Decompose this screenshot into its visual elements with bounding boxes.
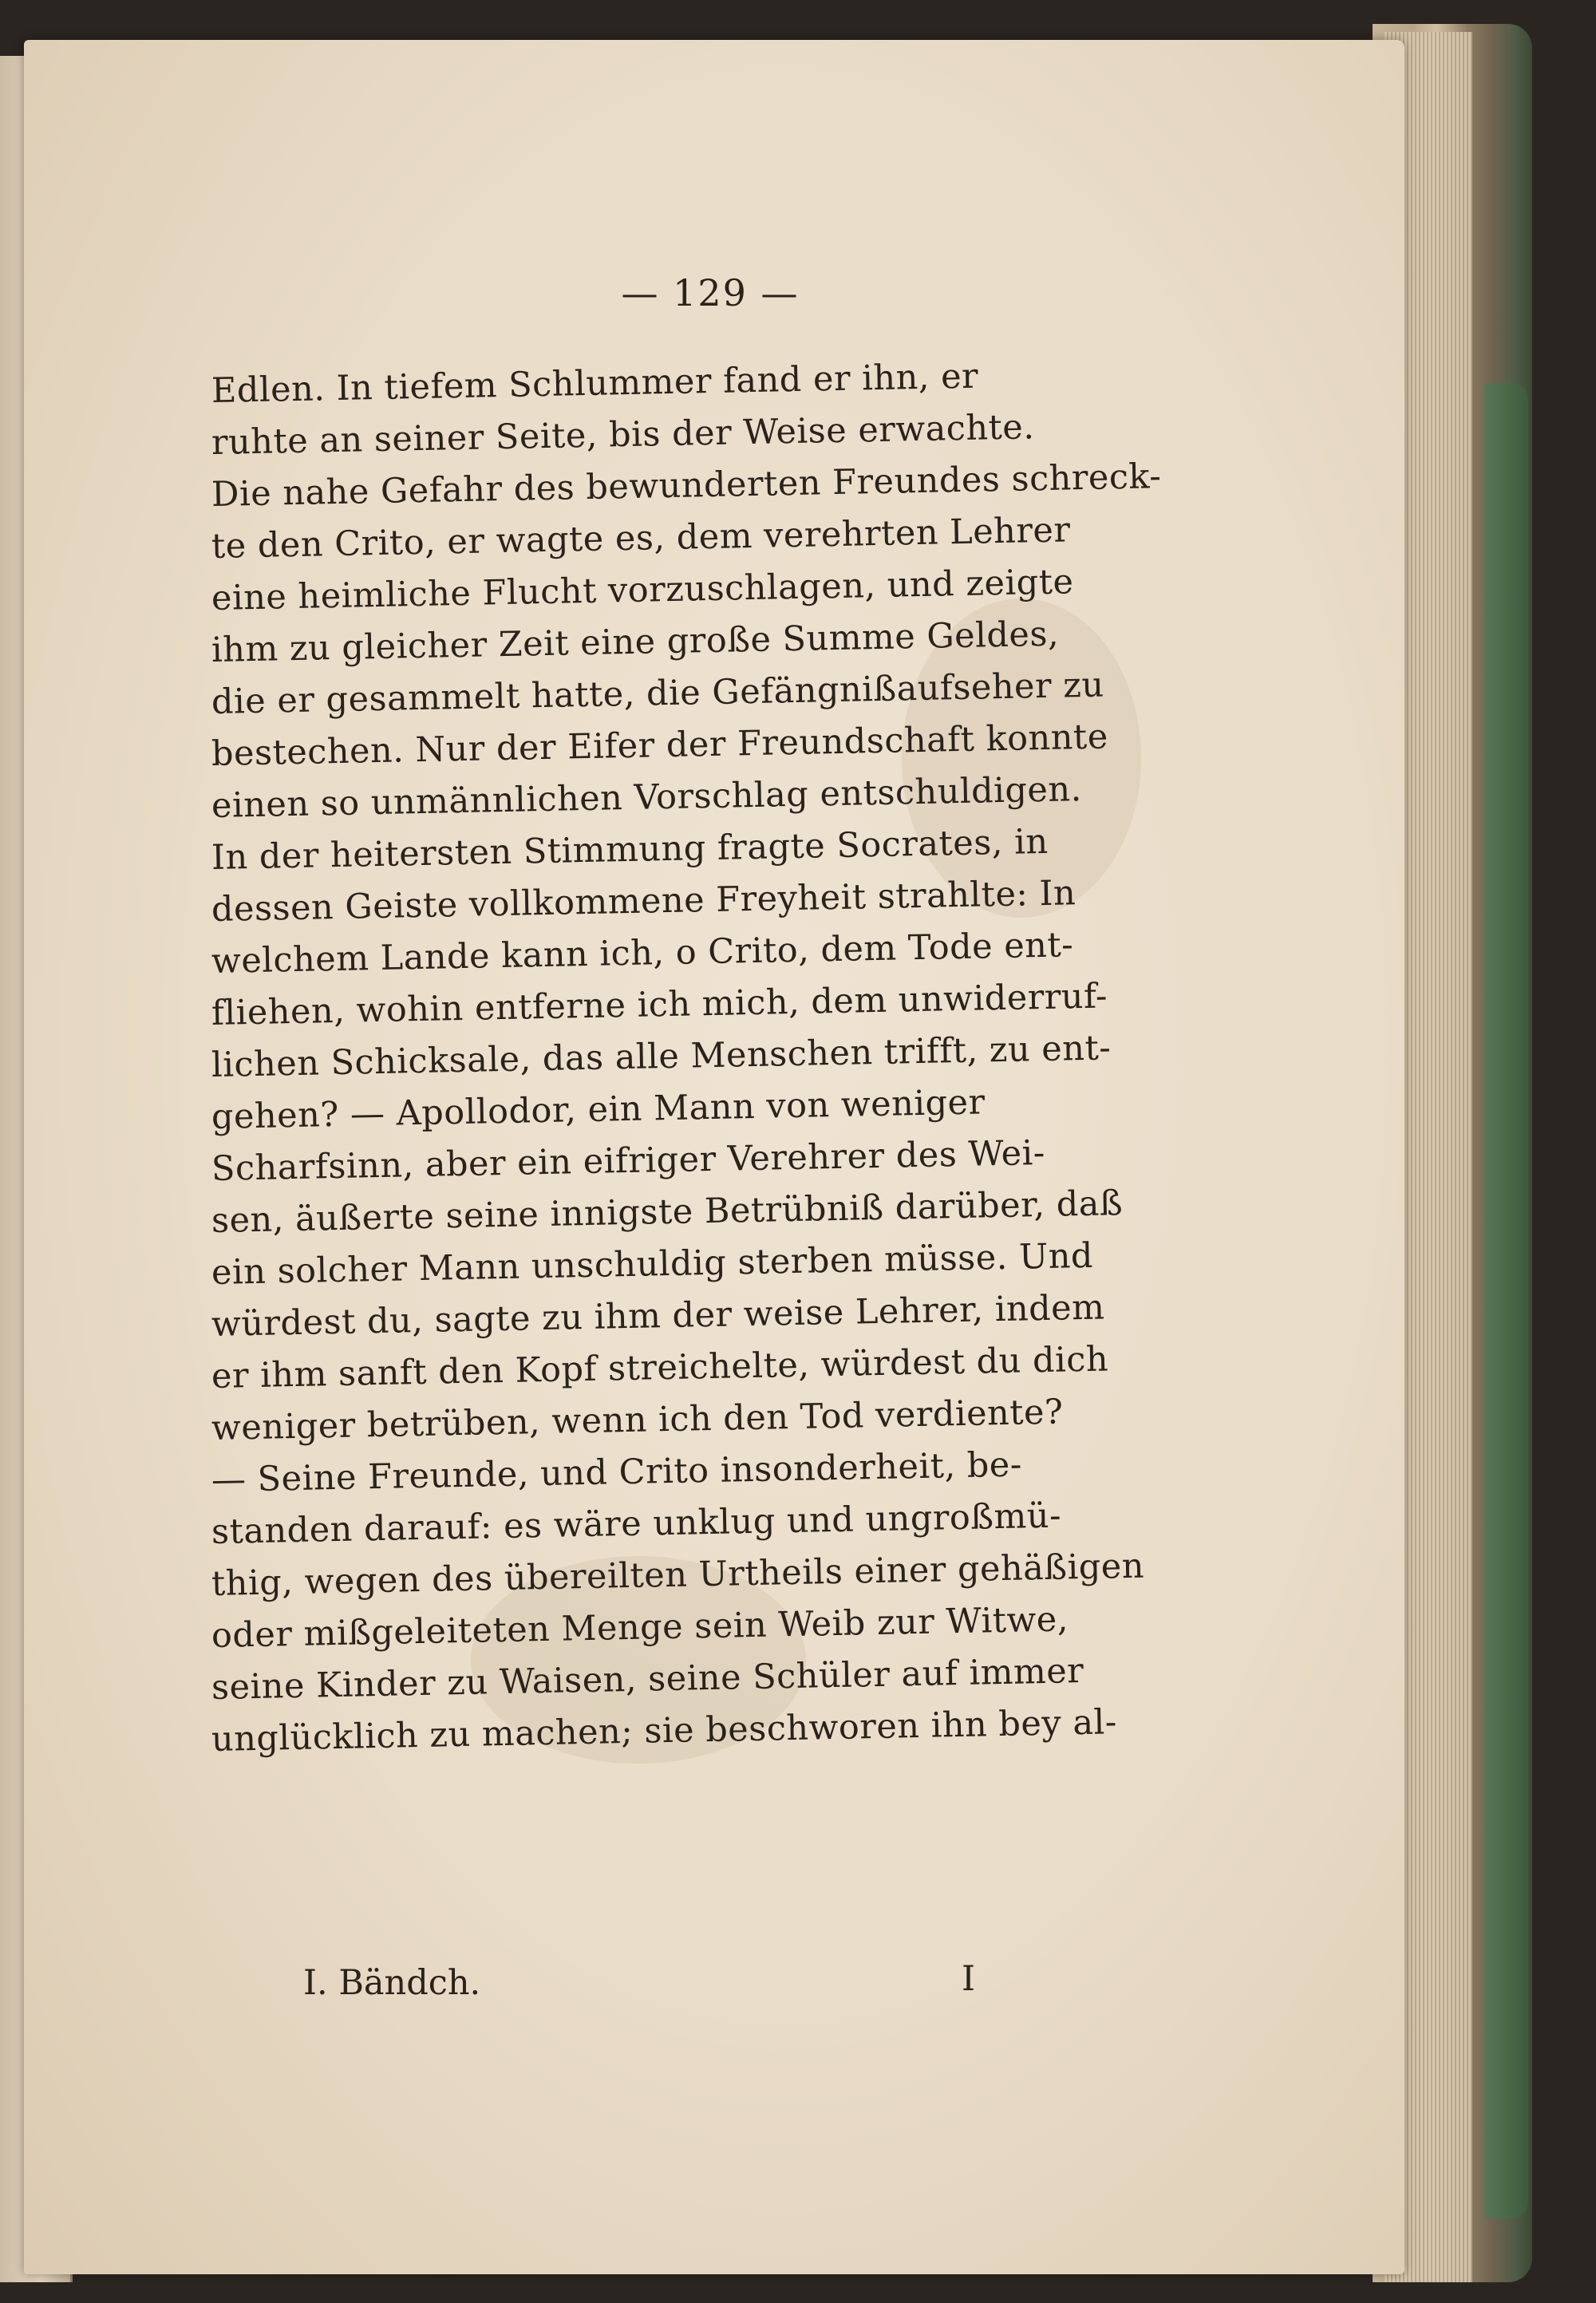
text-line: fliehen, wohin entferne ich mich, dem unwiderruf-: [211, 976, 1108, 1033]
text-line: — Seine Freunde, und Crito insonderheit, be-: [211, 1444, 1023, 1500]
text-line: thig, wegen des übereilten Urtheils einer gehäßigen: [211, 1546, 1145, 1604]
text-line: seine Kinder zu Waisen, seine Schüler auf immer: [211, 1651, 1084, 1708]
text-line: weniger betrüben, wenn ich den Tod verdiente?: [211, 1392, 1064, 1448]
text-line: Die nahe Gefahr des bewunderten Freundes schreck-: [211, 456, 1162, 515]
text-line: lichen Schicksale, das alle Menschen trifft, zu ent-: [211, 1028, 1112, 1085]
text-line: ein solcher Mann unschuldig sterben müsse. Und: [211, 1235, 1094, 1293]
text-line: te den Crito, er wagte es, dem verehrten Lehrer: [211, 510, 1071, 567]
text-line: welchem Lande kann ich, o Crito, dem Tode ent-: [211, 925, 1074, 982]
text-line: gehen? — Apollodor, ein Mann von weniger: [211, 1082, 986, 1137]
text-line: sen, äußerte seine innigste Betrübniß darüber, daß: [211, 1183, 1124, 1241]
text-line: ruhte an seiner Seite, bis der Weise erwachte.: [211, 407, 1035, 463]
gathering-mark: I: [962, 1959, 975, 1999]
text-line: er ihm sanft den Kopf streichelte, würdest du dich: [211, 1339, 1109, 1396]
text-line: die er gesammelt hatte, die Gefängnißaufseher zu: [211, 665, 1104, 722]
text-line: In der heitersten Stimmung fragte Socrates, in: [211, 821, 1049, 878]
text-line: eine heimliche Flucht vorzuschlagen, und zeigte: [211, 562, 1074, 618]
text-line: Scharfsinn, aber ein eifriger Verehrer des Wei-: [211, 1132, 1046, 1189]
page-number: — 129 —: [621, 271, 800, 314]
text-line: Edlen. In tiefem Schlummer fand er ihn, er: [211, 356, 979, 411]
text-line: bestechen. Nur der Eifer der Freundschaft konnte: [211, 717, 1109, 774]
text-line: standen darauf: es wäre unklug und ungroßmü-: [211, 1495, 1062, 1552]
cover-cloth: [1484, 383, 1528, 2218]
text-line: dessen Geiste vollkommene Freyheit strahlte: In: [211, 873, 1077, 930]
text-line: unglücklich zu machen; sie beschworen ihn bey al-: [211, 1702, 1118, 1760]
signature-mark: I. Bändch.: [303, 1963, 481, 2003]
text-line: ihm zu gleicher Zeit eine große Summe Geldes,: [211, 614, 1060, 670]
text-line: einen so unmännlichen Vorschlag entschuldigen.: [211, 769, 1083, 826]
text-line: oder mißgeleiteten Menge sein Weib zur Witwe,: [211, 1599, 1069, 1656]
text-line: würdest du, sagte zu ihm der weise Lehrer, indem: [211, 1287, 1105, 1345]
